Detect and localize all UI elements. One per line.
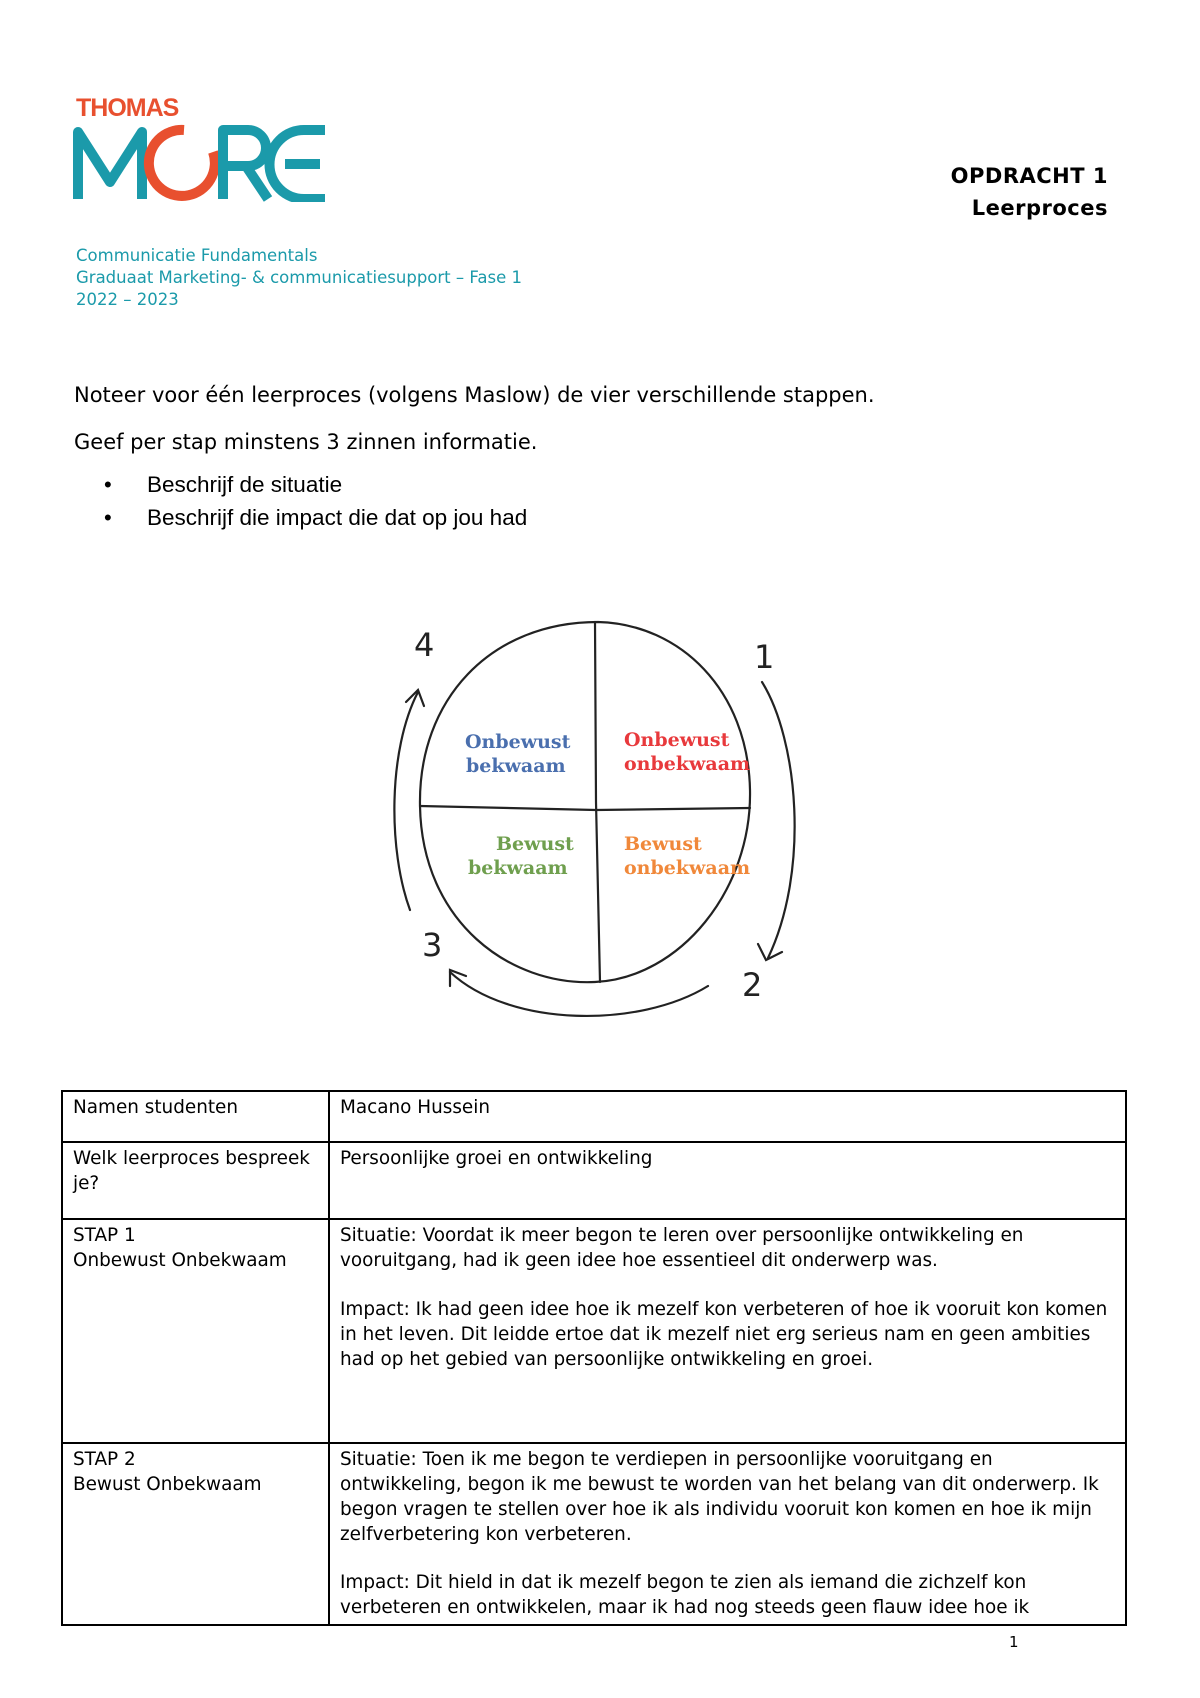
- divider-horizontal: [420, 806, 750, 810]
- arrow-right-icon: [762, 682, 795, 958]
- process-label-cell: Welk leerproces bespreek je?: [62, 1142, 329, 1219]
- learning-cycle-diagram: [370, 610, 810, 1020]
- course-year: 2022 – 2023: [76, 290, 179, 309]
- table-row: [62, 1219, 1126, 1443]
- divider-vertical: [595, 622, 600, 982]
- course-name: Communicatie Fundamentals: [76, 246, 318, 265]
- quadrant-label-line: onbekwaam: [624, 753, 751, 775]
- step-number-4: 4: [414, 626, 435, 664]
- step2-name: Bewust Onbekwaam: [73, 1474, 262, 1495]
- arrow-left-icon: [394, 692, 418, 910]
- step-number-3: 3: [422, 926, 443, 964]
- step-number-1: 1: [754, 638, 775, 676]
- step1-content-cell: [329, 1219, 1126, 1443]
- assignment-title: Leerproces: [971, 196, 1108, 220]
- course-program: Graduaat Marketing- & communicatiesupport – Fase 1: [76, 268, 522, 287]
- logo-more: [72, 122, 332, 202]
- bullet-item: • Beschrijf die impact die dat op jou had: [74, 501, 875, 534]
- step1-situation: Situatie: Voordat ik meer begon te leren over persoonlijke ontwikkeling en vooruitgang, had ik geen idee hoe essentieel dit onderwerp was.: [340, 1225, 1024, 1271]
- assignment-label: OPDRACHT 1: [950, 164, 1108, 188]
- table-row: [62, 1091, 1126, 1142]
- names-label-cell: Namen studenten: [62, 1091, 329, 1142]
- step2-number: STAP 2: [73, 1449, 136, 1470]
- logo-wordmark-thomas: THOMAS: [76, 94, 179, 122]
- quadrant-label-line: onbekwaam: [624, 857, 751, 879]
- quadrant-label-unconscious-competent: Onbewust: [465, 731, 571, 753]
- step1-label-cell: [62, 1219, 329, 1443]
- quadrant-label-conscious-competent: Bewust: [496, 833, 574, 855]
- table-row: [62, 1443, 1126, 1625]
- page-number: 1: [1009, 1633, 1019, 1651]
- quadrant-label-line: bekwaam: [466, 755, 566, 777]
- instruction-bullet-list: [74, 468, 875, 534]
- step2-impact: Impact: Dit hield in dat ik mezelf begon te zien als iemand die zichzelf kon verbeteren en ontwikkelen, maar ik had nog steeds geen flauw idee hoe ik: [340, 1572, 1030, 1618]
- instruction-paragraph-1: Noteer voor één leerproces (volgens Maslow) de vier verschillende stappen.: [74, 383, 875, 407]
- cycle-circle: [420, 622, 750, 982]
- assignment-heading: [951, 160, 1108, 224]
- step-number-2: 2: [742, 966, 763, 1004]
- arrow-bottom-icon: [450, 972, 708, 1016]
- bullet-item: • Beschrijf de situatie: [74, 468, 875, 501]
- quadrant-label-conscious-incompetent: Bewust: [624, 833, 702, 855]
- quadrant-label-unconscious-incompetent: Onbewust: [624, 729, 730, 751]
- course-info: [76, 245, 522, 311]
- step1-name: Onbewust Onbekwaam: [73, 1250, 287, 1271]
- step1-number: STAP 1: [73, 1225, 136, 1246]
- step2-content-cell: [329, 1443, 1126, 1625]
- step1-impact: Impact: Ik had geen idee hoe ik mezelf kon verbeteren of hoe ik vooruit kon komen in het leven. Dit leidde ertoe dat ik mezelf niet erg serieus nam en geen ambities had op het gebied van persoonlijke ontwikkeling en groei.: [340, 1299, 1108, 1370]
- table-row: [62, 1142, 1126, 1219]
- quadrant-label-line: bekwaam: [468, 857, 568, 879]
- step2-situation: Situatie: Toen ik me begon te verdiepen in persoonlijke vooruitgang en ontwikkeling, begon ik me bewust te worden van het belang van dit onderwerp. Ik begon vragen te stellen over hoe ik als individu vooruit kon komen en hoe ik mijn zelfverbetering kon verbeteren.: [340, 1449, 1099, 1545]
- instruction-paragraph-2: Geef per stap minstens 3 zinnen informatie.: [74, 430, 538, 454]
- process-value-cell: Persoonlijke groei en ontwikkeling: [329, 1142, 1126, 1219]
- step2-label-cell: [62, 1443, 329, 1625]
- learning-process-table: [61, 1090, 1127, 1626]
- names-value-cell: Macano Hussein: [329, 1091, 1126, 1142]
- assignment-instructions: [74, 383, 875, 534]
